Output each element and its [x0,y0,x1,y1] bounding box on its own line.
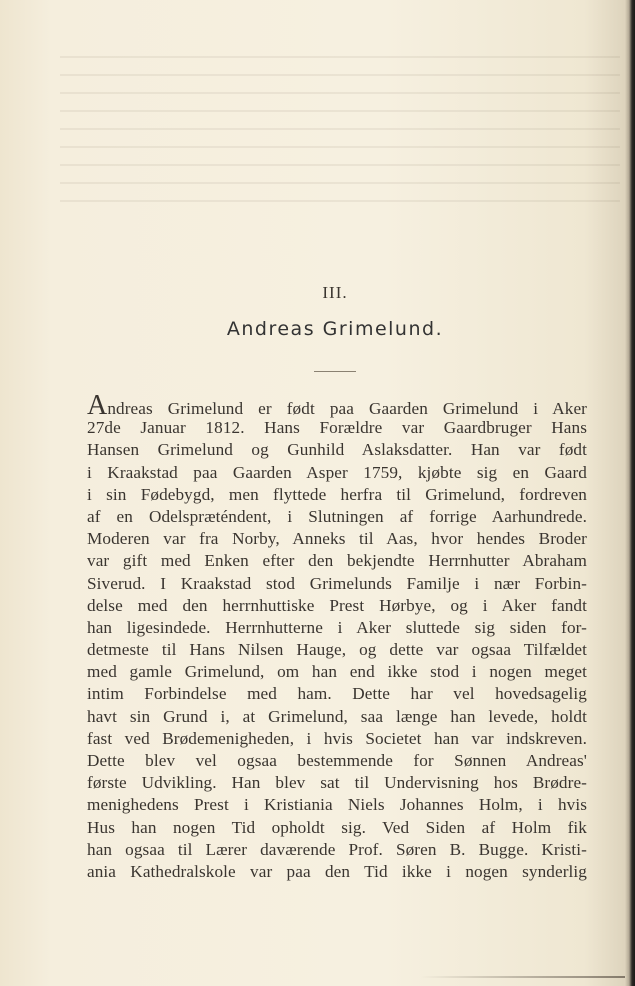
text-line: var gift med Enken efter den bekjendte Herrnhutter Abraham [87,551,587,571]
text-line: menighedens Prest i Kristiania Niels Johannes Holm, i hvis [87,795,587,815]
text-line: i sin Fødebygd, men flyttede herfra til Grimelund, fordreven [87,484,587,504]
text-line: Moderen var fra Norby, Anneks til Aas, hvor hendes Broder [87,529,587,549]
bleed-through-texture [60,40,620,230]
text-line: Hus han nogen Tid opholdt sig. Ved Siden af Holm fik [87,817,587,837]
text-line: han ogsaa til Lærer daværende Prof. Søren B. Bugge. Kristi- [87,839,587,859]
text-line: delse med den herrnhuttiske Prest Hørbye, og i Aker fandt [87,595,587,615]
page-edge-shadow [420,976,625,978]
text-line: af en Odelspræténdent, i Slutningen af forrige Aarhundrede. [87,506,587,526]
text-line: han ligesindede. Herrnhutterne i Aker sluttede sig siden for- [87,617,587,637]
text-line: første Udvikling. Han blev sat til Undervisning hos Brødre- [87,773,587,793]
body-text [87,390,587,883]
text-line: ania Kathedralskole var paa den Tid ikke i nogen synderlig [87,861,587,881]
text-line: 27de Januar 1812. Hans Forældre var Gaardbruger Hans [87,418,587,438]
chapter-title: Andreas Grimelund. [226,318,444,340]
drop-cap: A [87,390,108,421]
text-line: Hansen Grimelund og Gunhild Aslaksdatter. Han var født [87,440,587,460]
title-divider [314,371,356,372]
binding-edge [625,0,635,986]
text-line: Dette blev vel ogsaa bestemmende for Sønnen Andreas' [87,751,587,770]
text-line: i Kraakstad paa Gaarden Asper 1759, kjøbte sig en Gaard [87,462,587,482]
text-line: detmeste til Hans Nilsen Hauge, og dette var ogsaa Tilfældet [87,640,587,660]
text-line: Siverud. I Kraakstad stod Grimelunds Familje i nær Forbin- [87,573,587,593]
text-line [87,390,587,421]
text-line-content: ndreas Grimelund er født paa Gaarden Grimelund i Aker [107,399,587,418]
text-line: havt sin Grund i, at Grimelund, saa længe han levede, holdt [87,706,587,726]
text-line: fast ved Brødemenigheden, i hvis Societet han var indskreven. [87,728,587,748]
text-line: med gamle Grimelund, om han end ikke stod i nogen meget [87,662,587,682]
text-line: intim Forbindelse med ham. Dette har vel hovedsagelig [87,684,587,704]
chapter-number: III. [322,283,348,302]
